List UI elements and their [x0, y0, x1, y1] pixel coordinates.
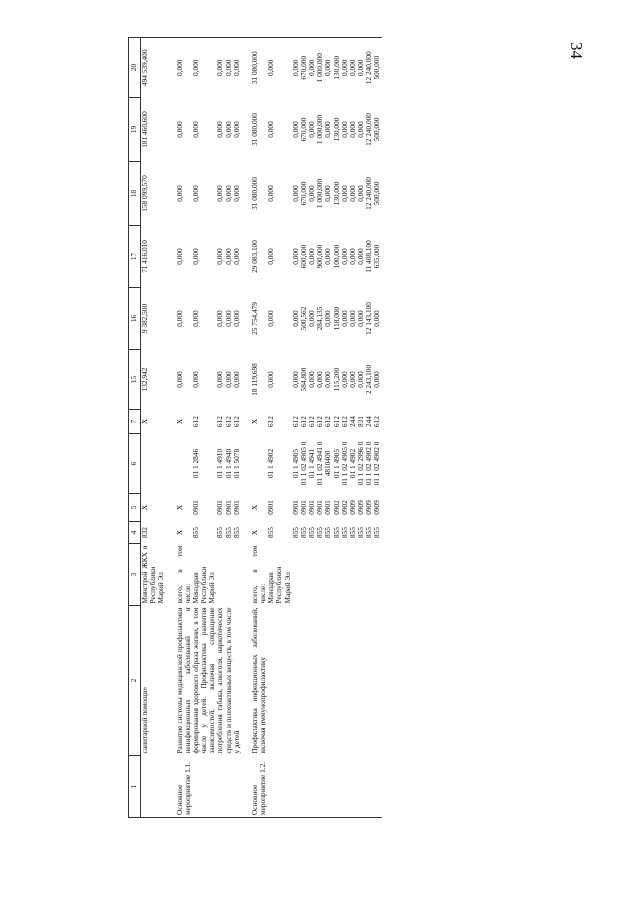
cell-c19: 130,000: [331, 117, 341, 142]
cell-c7: 612: [231, 416, 241, 427]
cell-c4: 855: [307, 527, 317, 538]
cell-c17: 0,000: [174, 248, 184, 265]
cell-c20: 0,000: [231, 59, 241, 76]
cell-c18: 0,000: [174, 185, 184, 202]
cell-c20: 12 240,000: [364, 51, 374, 85]
table-body: [141, 38, 382, 818]
cell-c20: 0,000: [347, 59, 357, 76]
cell-c4: 855: [347, 527, 357, 538]
cell-c6: 01 1 4941: [307, 448, 317, 479]
col-header: 1: [129, 756, 141, 818]
cell-c6: 01 1 4940: [223, 448, 233, 479]
cell-c18: 158 099,570: [140, 175, 149, 212]
cell-c5: 0909: [372, 500, 382, 515]
cell-c7: 612: [323, 416, 333, 427]
cell-c17: 0,000: [307, 248, 317, 265]
col-header: 20: [129, 38, 141, 98]
cell-c18: 1 000,000: [315, 178, 325, 209]
executor-cell: всего, в том числе:: [174, 545, 192, 604]
cell-c4: 855: [339, 527, 349, 538]
cell-c15: 0,000: [339, 371, 349, 388]
cell-c16: 0,000: [215, 310, 225, 327]
col-header: 5: [129, 494, 141, 522]
cell-c6: [251, 434, 267, 494]
cell-c16: 0,000: [307, 310, 317, 327]
cell-c20: 0,000: [266, 59, 276, 76]
executor-cell: [233, 544, 241, 606]
cell-c6: 01 1 4910: [215, 448, 225, 479]
cell-c6: 01 1 2846: [190, 448, 200, 479]
executor-cell: [292, 544, 300, 606]
cell-c7: 831: [356, 416, 366, 427]
cell-c7: 612: [372, 416, 382, 427]
cell-c19: 0,000: [290, 121, 300, 138]
cell-c4: 855: [323, 527, 333, 538]
cell-c6: [176, 434, 192, 494]
cell-c5: 0909: [364, 500, 374, 515]
cell-c19: 0,000: [307, 121, 317, 138]
cell-c16: 0,000: [323, 310, 333, 327]
table-row: [176, 38, 192, 818]
cell-c16: 284,135: [315, 306, 325, 331]
cell-c18: 12 240,000: [364, 177, 374, 210]
cell-c19: 0,000: [323, 121, 333, 138]
cell-c5: 0901: [307, 500, 317, 515]
executor-cell: [225, 544, 233, 606]
cell-c7: 612: [266, 416, 276, 427]
cell-c18: 0,000: [215, 185, 225, 202]
cell-c15: 0,000: [223, 371, 233, 388]
cell-c6: 01 1 02 2996 0: [356, 441, 366, 486]
cell-c18: 0,000: [190, 185, 200, 202]
measure-number-cell: [141, 756, 166, 818]
executor-cell: [349, 544, 357, 606]
cell-c4: 855: [315, 527, 325, 538]
cell-c15: 0,000: [356, 371, 366, 388]
cell-c5: 0901: [290, 500, 300, 515]
cell-c7: 612: [190, 416, 200, 427]
cell-c20: 670,000: [298, 55, 308, 80]
cell-c19: 0,000: [174, 121, 184, 138]
cell-c19: 0,000: [231, 121, 241, 138]
cell-c5: 0901: [266, 500, 276, 515]
cell-c16: 0,000: [290, 310, 300, 327]
cell-c15: 0,000: [231, 371, 241, 388]
cell-c17: 0,000: [266, 248, 276, 265]
cell-c17: 11 408,100: [364, 240, 374, 273]
cell-c18: 0,000: [339, 185, 349, 202]
cell-c20: 0,000: [356, 59, 366, 76]
cell-c16: 12 143,100: [364, 302, 374, 335]
cell-c16: 9 382,500: [140, 303, 149, 334]
cell-c4: X: [174, 529, 184, 536]
cell-c6: 01 1 4905: [331, 448, 341, 479]
cell-c19: 0,000: [223, 121, 233, 138]
cell-c16: 0,000: [174, 310, 184, 327]
cell-c16: 118,000: [331, 306, 341, 331]
cell-c17: 0,000: [323, 248, 333, 265]
measure-number-cell: Основное мероприятие 1.2.: [249, 761, 268, 815]
col-header: 2: [129, 606, 141, 756]
executor-cell: [308, 544, 316, 606]
cell-c17: 29 083,100: [249, 240, 259, 273]
cell-c18: 0,000: [347, 185, 357, 202]
cell-c6: 01 1 02 4905 0: [339, 441, 349, 486]
cell-c16: 0,000: [223, 310, 233, 327]
cell-c19: 31 080,000: [249, 113, 259, 146]
cell-c6: 01 1 5078: [231, 448, 241, 479]
executor-cell: [357, 544, 365, 606]
cell-c19: 0,000: [266, 121, 276, 138]
cell-c6: 01 1 02 4941 0: [315, 441, 325, 486]
col-header: 4: [129, 522, 141, 544]
executor-cell: [365, 544, 373, 606]
budget-table: [128, 37, 382, 818]
cell-c15: 18 119,698: [249, 363, 259, 396]
cell-c7: 612: [307, 416, 317, 427]
cell-c15: 2 243,100: [364, 364, 374, 395]
cell-c7: 244: [364, 416, 374, 427]
cell-c15: 0,000: [347, 371, 357, 388]
cell-c19: 0,000: [190, 121, 200, 138]
cell-c19: 0,000: [215, 121, 225, 138]
executor-cell: [333, 544, 341, 606]
cell-c4: 855: [331, 527, 341, 538]
cell-c18: 31 080,000: [249, 177, 259, 210]
cell-c19: 670,000: [298, 117, 308, 142]
cell-c7: 612: [223, 416, 233, 427]
executor-cell: [324, 544, 332, 606]
measure-number-cell: Основное мероприятие 1.1.: [174, 761, 192, 815]
cell-c7: 612: [339, 416, 349, 427]
cell-c17: 100,000: [331, 244, 341, 269]
cell-c17: 600,000: [298, 244, 308, 269]
executor-cell: [316, 544, 324, 606]
cell-c15: 0,000: [190, 371, 200, 388]
cell-c16: 0,000: [266, 310, 276, 327]
cell-c18: 0,000: [290, 185, 300, 202]
cell-c18: 0,000: [323, 185, 333, 202]
cell-c17: 0,000: [356, 248, 366, 265]
cell-c15: 0,000: [323, 371, 333, 388]
cell-c6: 01 1 4905: [290, 448, 300, 479]
cell-c4: 855: [215, 527, 225, 538]
cell-c17: 0,000: [339, 248, 349, 265]
executor-cell: [300, 544, 308, 606]
col-header: 15: [129, 350, 141, 410]
cell-c16: 0,000: [356, 310, 366, 327]
cell-c4: X: [249, 529, 259, 536]
cell-c5: 0909: [347, 500, 357, 515]
cell-c19: 1 000,000: [315, 114, 325, 145]
executor-cell: [216, 544, 224, 606]
measure-name-cell: санитарной помощи»: [140, 686, 149, 754]
cell-c4: 855: [266, 527, 276, 538]
executor-cell: Минздрав Республики Марий Эл: [190, 566, 217, 604]
cell-c18: 0,000: [307, 185, 317, 202]
executor-cell: Минздрав Республики Марий Эл: [266, 566, 292, 604]
cell-c15: 0,000: [174, 371, 184, 388]
cell-c19: 0,000: [347, 121, 357, 138]
cell-c20: 0,000: [323, 59, 333, 76]
cell-c19: 0,000: [339, 121, 349, 138]
cell-c7: 612: [215, 416, 225, 427]
cell-c17: 0,000: [290, 248, 300, 265]
cell-c20: 500,000: [372, 55, 382, 80]
col-header: 19: [129, 98, 141, 162]
cell-c17: 0,000: [347, 248, 357, 265]
cell-c5: 0909: [356, 500, 366, 515]
cell-c7: 612: [290, 416, 300, 427]
measure-name-cell: Профилактика инфекционных заболеваний, включая иммунопрофилактику: [249, 607, 268, 754]
cell-c18: 0,000: [356, 185, 366, 202]
cell-c17: 71 416,010: [140, 240, 149, 273]
cell-c16: 0,000: [372, 310, 382, 327]
cell-c6: [141, 434, 166, 494]
cell-c20: 31 080,000: [249, 51, 259, 85]
cell-c19: 500,000: [372, 117, 382, 142]
cell-c18: 0,000: [223, 185, 233, 202]
cell-c15: 0,000: [307, 371, 317, 388]
cell-c19: 181 460,600: [140, 111, 149, 148]
col-header: 17: [129, 226, 141, 288]
col-header: 3: [129, 544, 141, 606]
cell-c5: 0901: [223, 500, 233, 515]
cell-c4: 855: [372, 527, 382, 538]
cell-c15: 0,000: [315, 371, 325, 388]
col-header: 18: [129, 162, 141, 226]
cell-c7: X: [140, 418, 149, 425]
table-row: [251, 38, 267, 818]
cell-c20: 0,000: [223, 59, 233, 76]
cell-c5: 0901: [315, 500, 325, 515]
cell-c4: 855: [190, 527, 200, 538]
cell-c4: 855: [231, 527, 241, 538]
cell-c15: 0,000: [372, 371, 382, 388]
cell-c16: 0,000: [231, 310, 241, 327]
cell-c16: 0,000: [339, 310, 349, 327]
cell-c15: 0,000: [266, 371, 276, 388]
measure-name-cell: Развитие системы медицинской профилактики неинфекционных заболеваний и формирования здорового образа жизни, в том числе у детей. Профилактика развития зависимостей, включая сокращение потребления табака, алкоголя, наркотических средств и психоактивных веществ, в том числе у детей: [174, 607, 241, 754]
cell-c4: 855: [290, 527, 300, 538]
cell-c15: 132,942: [140, 367, 149, 392]
cell-c20: 0,000: [174, 59, 184, 76]
cell-c20: 494 539,400: [140, 49, 149, 86]
col-header: 16: [129, 288, 141, 350]
cell-c5: 0901: [298, 500, 308, 515]
cell-c5: 0901: [215, 500, 225, 515]
cell-c17: 0,000: [215, 248, 225, 265]
col-header: 7: [129, 410, 141, 434]
cell-c5: X: [249, 504, 259, 511]
cell-c7: 244: [347, 416, 357, 427]
cell-c18: 0,000: [266, 185, 276, 202]
cell-c17: 900,000: [315, 244, 325, 269]
table-header: [129, 38, 141, 818]
cell-c15: 115,200: [331, 367, 341, 392]
executor-cell: всего, в том числе:: [249, 545, 268, 604]
cell-c18: 670,000: [298, 181, 308, 206]
cell-c7: X: [174, 418, 184, 425]
cell-c18: 500,000: [372, 181, 382, 206]
cell-c16: 0,000: [347, 310, 357, 327]
cell-c16: 25 754,479: [249, 302, 259, 335]
cell-c17: 0,000: [231, 248, 241, 265]
cell-c4: 832: [140, 527, 149, 538]
cell-c17: 0,000: [190, 248, 200, 265]
cell-c4: 855: [298, 527, 308, 538]
cell-c4: 855: [364, 527, 374, 538]
cell-c7: 612: [315, 416, 325, 427]
cell-c5: 0902: [331, 500, 341, 515]
cell-c20: 0,000: [307, 59, 317, 76]
cell-c5: 0901: [323, 500, 333, 515]
cell-c17: 0,000: [223, 248, 233, 265]
col-header: 6: [129, 434, 141, 494]
cell-c6: 01 1 02 4902 0: [364, 441, 374, 486]
cell-c4: 855: [356, 527, 366, 538]
cell-c18: 0,000: [231, 185, 241, 202]
cell-c6: 01 1 4902: [266, 448, 276, 479]
rotated-table-container: [128, 38, 608, 818]
cell-c19: 12 240,000: [364, 113, 374, 146]
cell-c7: X: [249, 418, 259, 425]
cell-c4: 855: [223, 527, 233, 538]
cell-c6: 01 1 4902: [347, 448, 357, 479]
cell-c15: 584,800: [298, 367, 308, 392]
cell-c5: 0901: [190, 500, 200, 515]
cell-c20: 0,000: [290, 59, 300, 76]
cell-c20: 0,000: [190, 59, 200, 76]
cell-c6: 01 1 02 4902 0: [372, 441, 382, 486]
cell-c5: 0902: [339, 500, 349, 515]
page-number: 34: [567, 42, 586, 59]
cell-c16: 500,562: [298, 306, 308, 331]
cell-c15: 0,000: [290, 371, 300, 388]
cell-c18: 130,000: [331, 181, 341, 206]
cell-c16: 0,000: [190, 310, 200, 327]
cell-c6: 4810400: [323, 450, 333, 477]
table-row: [141, 38, 166, 818]
cell-c7: 612: [298, 416, 308, 427]
executor-cell: [373, 544, 381, 606]
cell-c5: X: [140, 504, 149, 511]
cell-c6: 01 1 02 4905 0: [298, 441, 308, 486]
cell-c7: 612: [331, 416, 341, 427]
cell-c20: 130,000: [331, 55, 341, 80]
cell-c19: 0,000: [356, 121, 366, 138]
cell-c20: 0,000: [339, 59, 349, 76]
executor-cell: Минстрой ЖКХ и Республики Марий Эл: [140, 545, 166, 604]
cell-c20: 0,000: [215, 59, 225, 76]
cell-c20: 1 000,000: [315, 53, 325, 83]
cell-c5: X: [174, 504, 184, 511]
cell-c5: 0901: [231, 500, 241, 515]
cell-c17: 635,000: [372, 244, 382, 269]
executor-cell: [341, 544, 349, 606]
cell-c15: 0,000: [215, 371, 225, 388]
